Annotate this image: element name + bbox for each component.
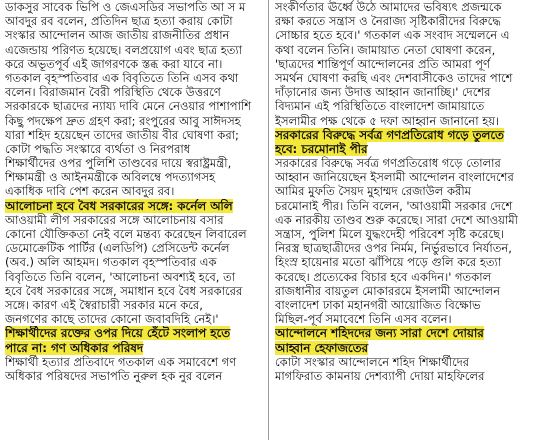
headline-charmonai-line-1: সরকারের বিরুদ্ধে সর্বত্র গণপ্রতিরোধ গড়ে তুলতে [275, 127, 504, 142]
body-text-line: সন্ত্রাস, পুলিশ মিলে যুদ্ধংদেহী পরিবেশ সৃষ্টি করেছে। [275, 227, 505, 241]
body-text-line: আমির মুফতি সৈয়দ মুহাম্মদ রেজাউল করীম [275, 184, 471, 199]
headline-gono-odhikar-1 [5, 326, 265, 340]
body-text-line: এজেন্ডায় পরিণত হয়েছে। বলপ্রয়োগ এবং ছাত্র হত্যা [5, 42, 243, 57]
body-text-line: ডাকসুর সাবেক ভিপি ও জেএসডির সভাপতি আ স ম [5, 0, 246, 14]
body-text-line: সমর্থন ঘোষণা করছি এবং দেশবাসীকেও তাদের পাশে [275, 70, 513, 85]
headline-ldp [5, 199, 265, 213]
body-text-line: কোটা পদ্ধতি সংস্কারে ব্যর্থতা ও নিরপরাধ [5, 141, 191, 156]
body-text-line: বিবৃতিতে তিনি বলেন, 'আলোচনা অবশ্যই হবে, তা [5, 269, 236, 284]
body-text-line: কোটা সংস্কার আন্দোলনে শহিদ শিক্ষার্থীদের [275, 354, 470, 369]
article-charmonai-body [275, 156, 535, 326]
column-divider [268, 0, 269, 440]
body-text-line: সঙ্গে। কারণ এই স্বৈরাচারী সরকার মনে করে, [5, 297, 203, 312]
body-text-line: শিক্ষামন্ত্রী ও আইনমন্ত্রীকে অবিলম্বে পদত্যাগসহ [5, 170, 216, 185]
body-text-line: রক্ষা করতে সন্ত্রাস ও নৈরাজ্য সৃষ্টিকারীদের বিরুদ্ধে [275, 14, 501, 29]
body-text-line: করেছে। প্রত্যেকের বিচার হবে একদিন।' গতকাল [275, 269, 492, 284]
body-text-line: সংকীর্ণতার ঊর্ধ্বে উঠে আমাদের ভবিষ্যৎ প্রজন্মকে [275, 0, 502, 14]
article-gono-odhikar-body [5, 355, 265, 383]
body-text-line: সোচ্চার হতে হবে।' গতকাল এক সংবাদ সম্মেলনে এ [275, 28, 510, 43]
body-text-line: রাজধানীর বায়তুল মোকাররমে ইসলামী আন্দোলন [275, 283, 501, 298]
headline-gono-odhikar-2 [5, 341, 265, 355]
body-text-line: করে অভূতপূর্ব এই জাগরণকে স্তব্ধ করা যাবে না। [5, 56, 223, 71]
body-text-line: কথা বলেন তিনি। জামায়াত নেতা ঘোষণা করেন, [275, 42, 496, 57]
body-text-line: শিক্ষার্থী হত্যার প্রতিবাদে গতকাল এক সমাবেশে গণ [5, 354, 237, 369]
body-text-line: যারা শহিদ হয়েছেন তাদের জাতীয় বীর ঘোষণা করা; [5, 127, 239, 142]
body-text-line: অধিকার পরিষদের সভাপতি নুরুল হক নুর বলেন [5, 368, 223, 383]
body-text-line: এক নারকীয় তাণ্ডব শুরু করেছে। সারা দেশে আওয়ামী [275, 212, 518, 227]
headline-hefazat-line-2: আহ্বান হেফাজতের [275, 340, 369, 355]
article-jamaat-body [275, 0, 535, 128]
headline-gono-odhikar-line-2: পারে না: গণ অধিকার পরিষদ [5, 340, 144, 355]
body-text-line: একাধিক দাবি পেশ করেন আবদুর রব। [5, 184, 175, 199]
body-text-line: আহ্বান জানিয়েছেন ইসলামী আন্দোলন বাংলাদেশের [275, 170, 514, 185]
body-text-line: সংস্কার আন্দোলন আজ জাতীয় রাজনীতির প্রধান [5, 28, 230, 43]
body-text-line: গতকাল বৃহস্পতিবার এক বিবৃতিতে তিনি এসব কথা [5, 70, 239, 85]
right-column [275, 0, 535, 383]
headline-charmonai-line-2: হবে: চরমোনাই পীর [275, 141, 368, 156]
body-text-line: বিদ্যমান এই পরিস্থিতিতে বাংলাদেশ জামায়াতে [275, 99, 485, 114]
body-text-line: হবে বৈধ সরকারের সঙ্গে, সমাধান হবে বৈধ সরকারের [5, 283, 243, 298]
body-text-line: দাঁড়ানোর জন্য উদাত্ত আহ্বান জানাচ্ছি।' দেশের [275, 85, 491, 100]
body-text-line: মিছিল-পূর্ব সমাবেশে তিনি এসব বলেন। [275, 312, 452, 327]
left-column [5, 0, 265, 383]
body-text-line: নিরস্ত্র ছাত্রছাত্রীদের ওপর নির্মম, নির্ভুরভাবে নির্যাতন, [275, 241, 512, 256]
headline-charmonai-1 [275, 128, 535, 142]
article-hefazat-body [275, 355, 535, 383]
body-text-line: ইসলামীর পক্ষ থেকে ৫ দফা আহ্বান জানানো হয়। [275, 113, 500, 128]
body-text-line: কিছু পদক্ষেপ দ্রুত গ্রহণ করা; রংপুরের আবু সাঈদসহ [5, 113, 241, 128]
body-text-line: ডেমোক্রেটিক পার্টির (এলডিপি) প্রেসিডেন্ট কর্নেল [5, 241, 230, 256]
body-text-line: সরকারের বিরুদ্ধে সর্বত্র গণপ্রতিরোধ গড়ে তোলার [275, 156, 501, 171]
headline-hefazat-line-1: আন্দোলনে শহিদদের জন্য সারা দেশে দোয়ার [275, 326, 484, 341]
body-text-line: (অব.) অলি আহমদ। গতকাল বৃহস্পতিবার এক [5, 255, 217, 270]
body-text-line: হিংস্র হায়েনার মতো ঝাঁপিয়ে পড়ে গুলি করে হত্যা [275, 255, 502, 270]
headline-hefazat-1 [275, 326, 535, 340]
body-text-line: আওয়ামী লীগ সরকারের সঙ্গে আলোচনায় বসার [5, 212, 224, 227]
body-text-line: সরকারকে ছাত্রদের ন্যায্য দাবি মেনে নেওয়ার পাশাপাশি [5, 99, 252, 114]
body-text-line: শিক্ষার্থীদের ওপর পুলিশি তাণ্ডবের দায়ে স্বরাষ্ট্রমন্ত্রী, [5, 156, 232, 171]
body-text-line: চরমোনাই পীর। তিনি বলেন, 'আওয়ামী সরকার দেশে [275, 198, 513, 213]
article-ldp-body [5, 213, 265, 327]
headline-hefazat-2 [275, 341, 535, 355]
body-text-line: বাংলাদেশ ঢাকা মহানগরী আয়োজিত বিক্ষোভ [275, 297, 481, 312]
article-jsd-body [5, 0, 265, 199]
headline-charmonai-2 [275, 142, 535, 156]
body-text-line: কোনো যৌক্তিকতা নেই বলে মন্তব্য করেছেন লিবারেল [5, 227, 247, 241]
body-text-line: জনগণের কাছে তাদের কোনো জবাবদিহি নেই।' [5, 312, 219, 327]
headline-gono-odhikar-line-1: শিক্ষার্থীদের রক্তের ওপর দিয়ে হেঁটে সংলাপ হতে [5, 326, 231, 341]
body-text-line: মাগফিরাত কামনায় দেশব্যাপী দোয়া মাহফিলের [275, 368, 485, 383]
body-text-line: 'ছাত্রদের শান্তিপূর্ণ আন্দোলনের প্রতি আমরা পূর্ণ [275, 56, 490, 71]
headline-ldp-text: আলোচনা হবে বৈধ সরকারের সঙ্গে: কর্নেল অলি [5, 198, 233, 213]
body-text-line: আবদুর রব বলেন, প্রতিদিন ছাত্র হত্যা করায় কোটা [5, 14, 233, 29]
body-text-line: বলেন। বিরাজমান বৈরী পরিস্থিতি থেকে উত্তরণে [5, 85, 221, 100]
